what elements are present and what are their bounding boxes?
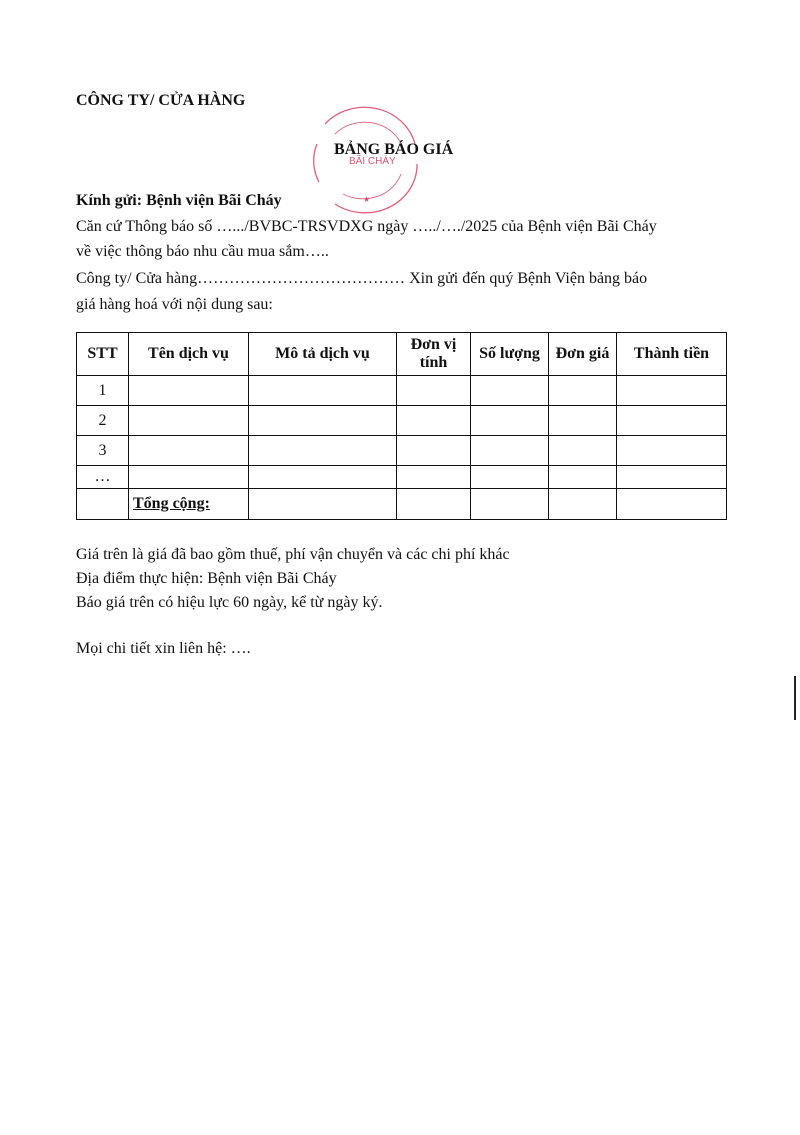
col-header-quantity: Số lượng (471, 333, 549, 376)
note-validity: Báo giá trên có hiệu lực 60 ngày, kể từ ngày ký. (76, 594, 383, 611)
body-line-1a: Căn cứ Thông báo số ….../BVBC-TRSVDXG ngày …../…./2025 của Bệnh viện Bãi Cháy (76, 218, 657, 235)
svg-text:★: ★ (363, 195, 371, 204)
table-header-row (77, 333, 727, 376)
note-contact: Mọi chi tiết xin liên hệ: …. (76, 640, 251, 657)
document-title: BẢNG BÁO GIÁ (334, 141, 454, 158)
quotation-table (76, 332, 727, 520)
col-header-service-name: Tên dịch vụ (129, 333, 249, 376)
table-row (77, 466, 727, 489)
body-line-1b: về việc thông báo nhu cầu mua sắm….. (76, 243, 329, 260)
stamp-text: BÃI CHÁY (349, 156, 396, 167)
col-header-total: Thành tiền (617, 333, 727, 376)
note-price-inclusion: Giá trên là giá đã bao gồm thuế, phí vận chuyển và các chi phí khác (76, 546, 510, 563)
note-location: Địa điểm thực hiện: Bệnh viện Bãi Cháy (76, 570, 337, 587)
scan-edge-mark (794, 676, 796, 720)
table-row (77, 406, 727, 436)
recipient-line: Kính gửi: Bệnh viện Bãi Cháy (76, 192, 282, 209)
table-total-row (77, 489, 727, 520)
body-line-2b: giá hàng hoá với nội dung sau: (76, 296, 273, 313)
table-row (77, 376, 727, 406)
row-number: 3 (77, 436, 129, 466)
col-header-service-description: Mô tả dịch vụ (249, 333, 397, 376)
row-number: 1 (77, 376, 129, 406)
company-stamp (305, 104, 425, 214)
row-number: … (77, 466, 129, 489)
row-number: 2 (77, 406, 129, 436)
total-label: Tổng cộng: (129, 489, 249, 520)
table-row (77, 436, 727, 466)
col-header-unit: Đơn vị tính (397, 333, 471, 376)
col-header-stt: STT (77, 333, 129, 376)
body-line-2a: Công ty/ Cửa hàng………………………………… Xin gửi đến quý Bệnh Viện bảng báo (76, 270, 648, 287)
col-header-unit-price: Đơn giá (549, 333, 617, 376)
company-heading: CÔNG TY/ CỬA HÀNG (76, 92, 246, 109)
